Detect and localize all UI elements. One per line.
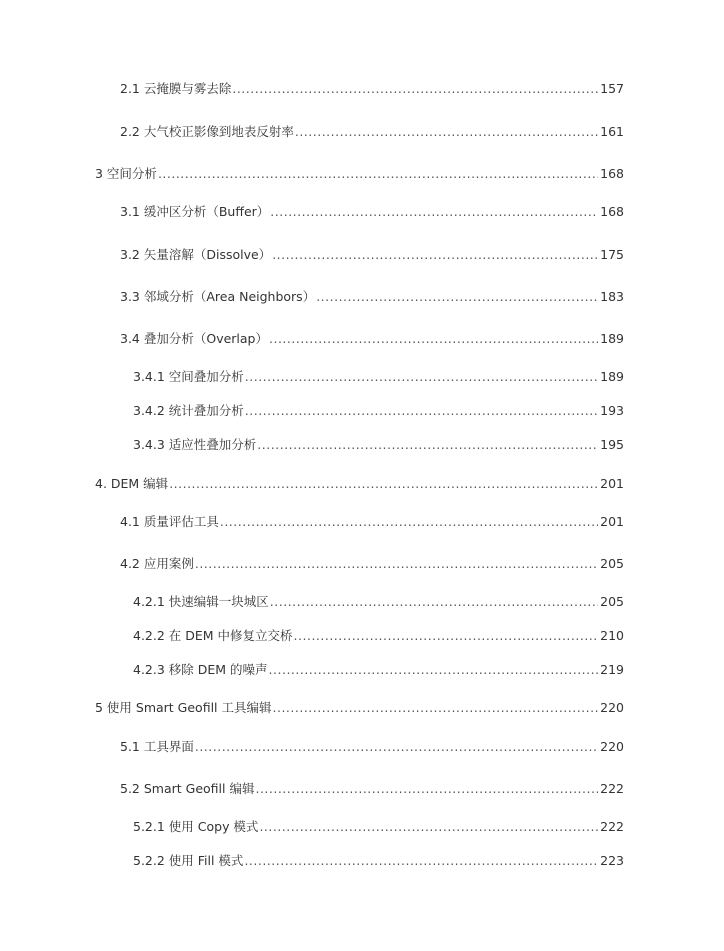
toc-entry-label: 3.4.2 统计叠加分析 — [133, 403, 244, 418]
toc-entry-label: 3.3 邻域分析（Area Neighbors） — [120, 289, 316, 304]
dot-leader — [158, 166, 598, 182]
toc-entry-label: 5.2.2 使用 Fill 模式 — [133, 853, 244, 868]
toc-entry-page: 168 — [600, 166, 624, 181]
toc-entry[interactable] — [133, 594, 624, 610]
toc-entry-page: 205 — [600, 556, 624, 571]
toc-entry-label: 4.1 质量评估工具 — [120, 514, 219, 529]
toc-entry[interactable] — [120, 204, 624, 220]
toc-entry[interactable] — [95, 700, 624, 716]
toc-entry[interactable] — [133, 853, 624, 869]
toc-entry-page: 201 — [600, 514, 624, 529]
toc-entry[interactable] — [133, 369, 624, 385]
dot-leader — [294, 628, 599, 644]
toc-entry[interactable] — [133, 662, 624, 678]
toc-entry-page: 161 — [600, 124, 624, 139]
dot-leader — [195, 739, 598, 755]
toc-entry-page: 222 — [600, 781, 624, 796]
dot-leader — [232, 81, 598, 97]
toc-entry[interactable] — [133, 628, 624, 644]
toc-entry-label: 3.2 矢量溶解（Dissolve） — [120, 247, 272, 262]
toc-entry-label: 4.2.3 移除 DEM 的噪声 — [133, 662, 268, 677]
toc-entry-label: 4.2.2 在 DEM 中修复立交桥 — [133, 628, 293, 643]
toc-entry[interactable] — [95, 166, 624, 182]
dot-leader — [255, 781, 598, 797]
toc-entry-page: 220 — [600, 700, 624, 715]
dot-leader — [244, 853, 598, 869]
dot-leader — [272, 247, 598, 263]
dot-leader — [269, 662, 599, 678]
toc-entry[interactable] — [120, 81, 624, 97]
dot-leader — [245, 403, 598, 419]
toc-entry[interactable] — [120, 781, 624, 797]
dot-leader — [220, 514, 598, 530]
toc-entry[interactable] — [133, 403, 624, 419]
toc-entry-page: 193 — [600, 403, 624, 418]
toc-entry-page: 157 — [600, 81, 624, 96]
toc-entry-label: 3.4.1 空间叠加分析 — [133, 369, 244, 384]
toc-entry-label: 4.2.1 快速编辑一块城区 — [133, 594, 269, 609]
toc-entry[interactable] — [120, 331, 624, 347]
toc-entry-label: 2.2 大气校正影像到地表反射率 — [120, 124, 294, 139]
toc-entry[interactable] — [120, 556, 624, 572]
dot-leader — [257, 437, 598, 453]
toc-entry-page: 183 — [600, 289, 624, 304]
toc-entry-label: 5.1 工具界面 — [120, 739, 194, 754]
toc-entry[interactable] — [133, 437, 624, 453]
toc-entry-page: 210 — [600, 628, 624, 643]
toc-entry-label: 3.4.3 适应性叠加分析 — [133, 437, 257, 452]
dot-leader — [259, 819, 598, 835]
dot-leader — [295, 124, 598, 140]
toc-entry-label: 2.1 云掩膜与雾去除 — [120, 81, 232, 96]
toc-entry-label: 3.1 缓冲区分析（Buffer） — [120, 204, 270, 219]
dot-leader — [270, 594, 598, 610]
toc-entry-label: 3.4 叠加分析（Overlap） — [120, 331, 268, 346]
toc-entry-page: 223 — [600, 853, 624, 868]
dot-leader — [316, 289, 598, 305]
toc-entry-page: 219 — [600, 662, 624, 677]
toc-entry-page: 168 — [600, 204, 624, 219]
dot-leader — [270, 204, 598, 220]
toc-entry[interactable] — [133, 819, 624, 835]
toc-entry-page: 195 — [600, 437, 624, 452]
dot-leader — [169, 476, 598, 492]
dot-leader — [245, 369, 598, 385]
toc-entry-page: 205 — [600, 594, 624, 609]
toc-entry-label: 5.2 Smart Geofill 编辑 — [120, 781, 255, 796]
dot-leader — [273, 700, 599, 716]
toc-entry-label: 5 使用 Smart Geofill 工具编辑 — [95, 700, 272, 715]
toc-entry[interactable] — [120, 514, 624, 530]
toc-entry-page: 201 — [600, 476, 624, 491]
toc-entry-label: 3 空间分析 — [95, 166, 157, 181]
toc-entry-page: 220 — [600, 739, 624, 754]
toc-entry-page: 222 — [600, 819, 624, 834]
toc-entry-label: 4. DEM 编辑 — [95, 476, 169, 491]
toc-entry-label: 5.2.1 使用 Copy 模式 — [133, 819, 259, 834]
toc-entry[interactable] — [120, 739, 624, 755]
toc-entry-label: 4.2 应用案例 — [120, 556, 194, 571]
toc-entry[interactable] — [95, 476, 624, 492]
toc-entry[interactable] — [120, 124, 624, 140]
toc-entry[interactable] — [120, 289, 624, 305]
toc-entry[interactable] — [120, 247, 624, 263]
dot-leader — [269, 331, 598, 347]
toc-entry-page: 175 — [600, 247, 624, 262]
dot-leader — [195, 556, 598, 572]
toc-entry-page: 189 — [600, 331, 624, 346]
toc-entry-page: 189 — [600, 369, 624, 384]
